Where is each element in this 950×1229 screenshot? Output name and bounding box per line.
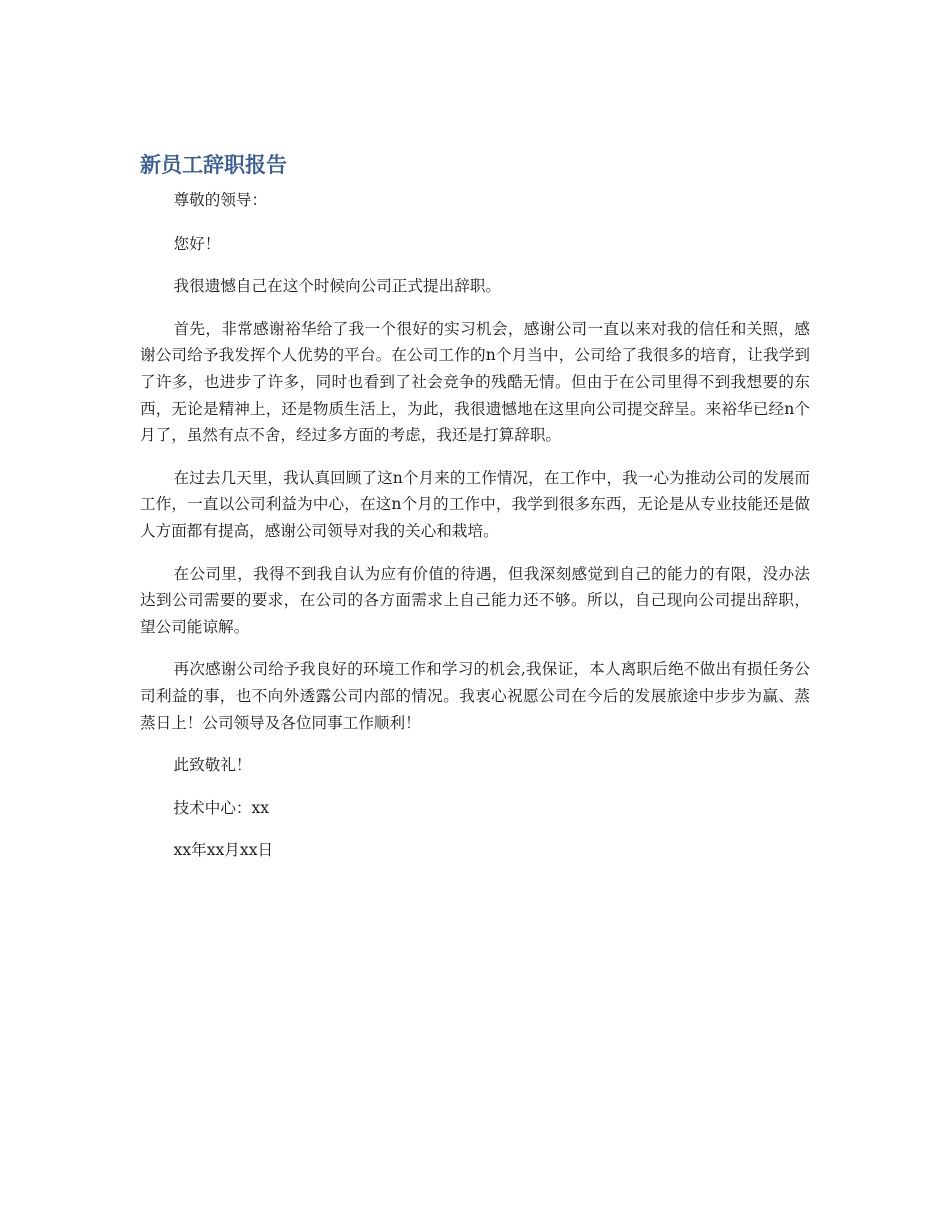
- paragraph-intro: 我很遗憾自己在这个时候向公司正式提出辞职。: [173, 277, 502, 296]
- signature-date: xx年xx月xx日: [173, 841, 274, 860]
- salutation: 尊敬的领导：: [173, 191, 268, 209]
- document-body: [140, 150, 810, 880]
- paragraph-reason: 在公司里，我得不到我自认为应有价值的待遇，但我深刻感觉到自己的能力的有限，没办法达到公司需要的要求，在公司的各方面需求上自己能力还不够。所以，自己现向公司提出辞职，望公司能谅解。: [140, 564, 810, 636]
- paragraph-review: 在过去几天里，我认真回顾了这n个月来的工作情况，在工作中，我一心为推动公司的发展而工作，一直以公司利益为中心，在这n个月的工作中，我学到很多东西，无论是从专业技能还是做人方面都有提高，感谢公司领导对我的关心和栽培。: [140, 468, 810, 540]
- signature-department: 技术中心：xx: [173, 798, 270, 817]
- paragraph-promise: 再次感谢公司给予我良好的环境工作和学习的机会,我保证，本人离职后绝不做出有损任务公司利益的事，也不向外透露公司内部的情况。我衷心祝愿公司在今后的发展旅途中步步为赢、蒸蒸日上！公司领导及各位同事工作顺利！: [140, 660, 810, 732]
- paragraph-thanks: 首先，非常感谢裕华给了我一个很好的实习机会，感谢公司一直以来对我的信任和关照，感谢公司给予我发挥个人优势的平台。在公司工作的n个月当中，公司给了我很多的培育，让我学到了许多，也进步了许多，同时也看到了社会竞争的残酷无情。但由于在公司里得不到我想要的东西，无论是精神上，还是物质生活上，为此，我很遗憾地在这里向公司提交辞呈。来裕华已经n个月了，虽然有点不舍，经过多方面的考虑，我还是打算辞职。: [140, 319, 810, 445]
- greeting: 您好！: [173, 234, 221, 253]
- document-title: 新员工辞职报告: [140, 153, 287, 177]
- closing: 此致敬礼！: [173, 756, 252, 775]
